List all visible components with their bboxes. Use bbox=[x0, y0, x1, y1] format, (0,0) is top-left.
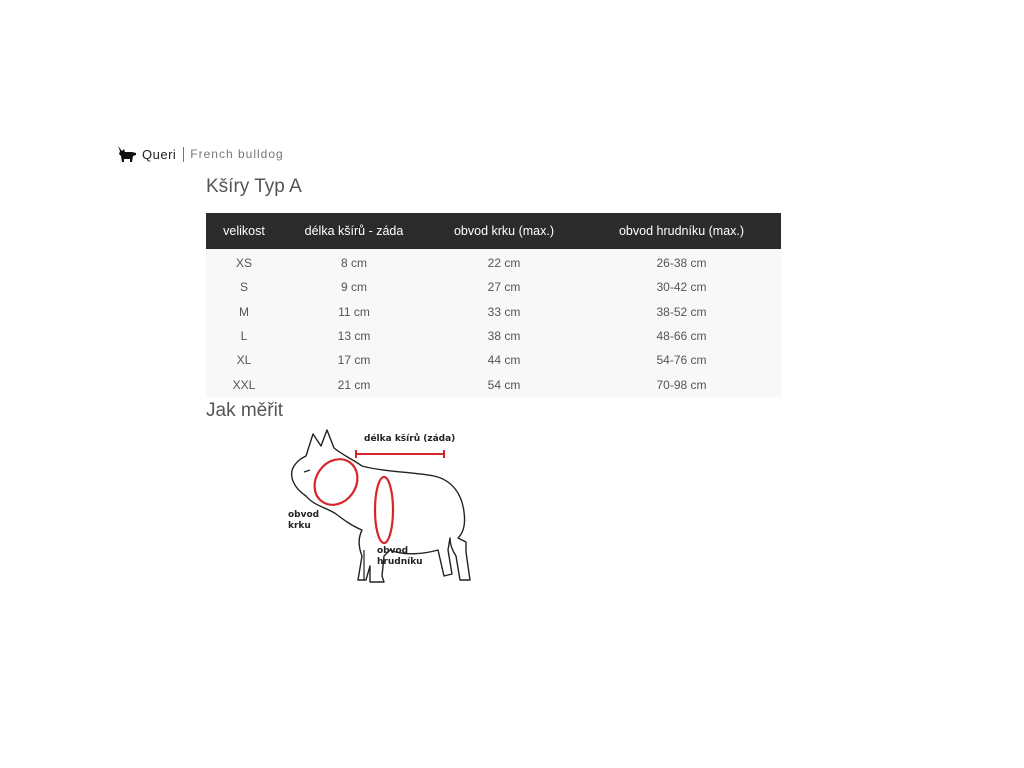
cell-neck: 38 cm bbox=[426, 324, 582, 348]
cell-back-length: 8 cm bbox=[282, 249, 426, 275]
cell-neck: 54 cm bbox=[426, 372, 582, 396]
cell-neck: 44 cm bbox=[426, 348, 582, 372]
table-header-row bbox=[206, 213, 781, 249]
label-chest-line1: obvod bbox=[377, 546, 409, 556]
brand-name: Queri bbox=[142, 146, 177, 162]
label-neck-line1: obvod bbox=[288, 510, 320, 520]
cell-size: XS bbox=[206, 249, 282, 275]
table-row bbox=[206, 324, 781, 348]
cell-chest: 38-52 cm bbox=[582, 300, 781, 324]
label-neck-line2: krku bbox=[288, 521, 311, 531]
label-back-length: délka kšírů (záda) bbox=[364, 434, 456, 444]
cell-chest: 70-98 cm bbox=[582, 372, 781, 396]
bulldog-icon bbox=[116, 143, 138, 165]
measure-title: Jak měřit bbox=[206, 400, 284, 421]
cell-size: XL bbox=[206, 348, 282, 372]
header-size: velikost bbox=[206, 213, 282, 249]
header-back-length: délka kšírů - záda bbox=[282, 213, 426, 249]
table-row bbox=[206, 372, 781, 396]
cell-size: L bbox=[206, 324, 282, 348]
size-table bbox=[206, 213, 781, 397]
cell-back-length: 17 cm bbox=[282, 348, 426, 372]
brand-logo bbox=[116, 142, 284, 166]
table-row bbox=[206, 249, 781, 275]
brand-divider bbox=[183, 147, 184, 162]
cell-back-length: 13 cm bbox=[282, 324, 426, 348]
table-row bbox=[206, 348, 781, 372]
measure-diagram bbox=[284, 426, 474, 586]
cell-chest: 54-76 cm bbox=[582, 348, 781, 372]
cell-chest: 26-38 cm bbox=[582, 249, 781, 275]
cell-back-length: 9 cm bbox=[282, 275, 426, 299]
cell-back-length: 11 cm bbox=[282, 300, 426, 324]
cell-neck: 27 cm bbox=[426, 275, 582, 299]
label-chest-line2: hrudníku bbox=[377, 557, 423, 567]
cell-back-length: 21 cm bbox=[282, 372, 426, 396]
cell-neck: 33 cm bbox=[426, 300, 582, 324]
cell-chest: 48-66 cm bbox=[582, 324, 781, 348]
brand-tagline: French bulldog bbox=[190, 147, 284, 161]
header-chest: obvod hrudníku (max.) bbox=[582, 213, 781, 249]
cell-neck: 22 cm bbox=[426, 249, 582, 275]
cell-size: XXL bbox=[206, 372, 282, 396]
header-neck: obvod krku (max.) bbox=[426, 213, 582, 249]
table-row bbox=[206, 300, 781, 324]
chest-ellipse bbox=[375, 477, 393, 543]
cell-size: S bbox=[206, 275, 282, 299]
page-title: Kšíry Typ A bbox=[206, 176, 302, 197]
cell-chest: 30-42 cm bbox=[582, 275, 781, 299]
dog-eye bbox=[304, 470, 310, 472]
cell-size: M bbox=[206, 300, 282, 324]
table-row bbox=[206, 275, 781, 299]
